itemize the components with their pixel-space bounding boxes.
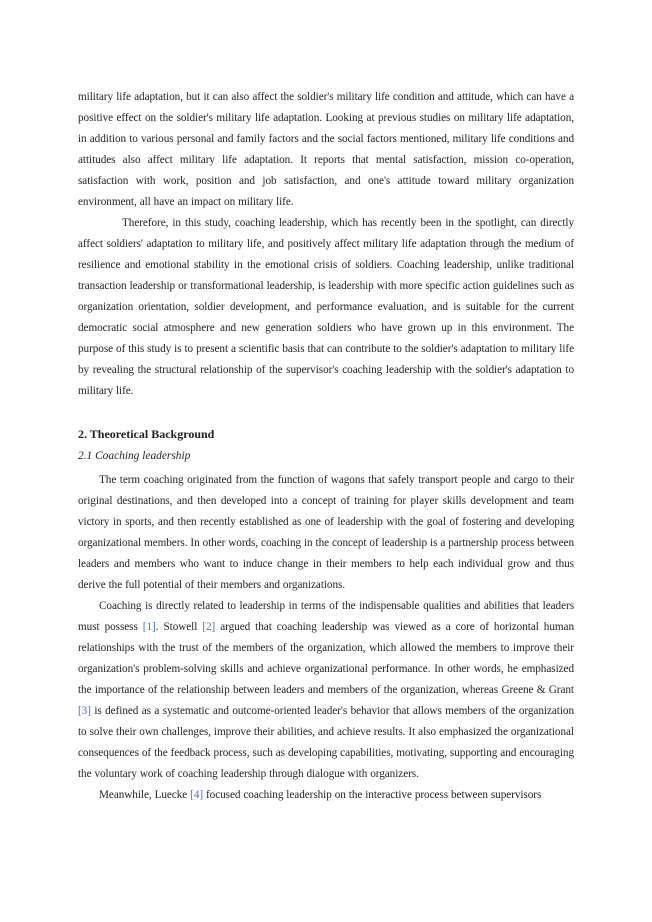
paragraph-therefore-study-purpose: Therefore, in this study, coaching leadership, which has recently been in the spotlight, can directly affect soldiers' adaptation to military life, and positively affect military life adaptation through the medium of resilience and emotional stability in the emotional crisis of soldiers. Coaching leadership, unlike traditional transaction leadership or transformational leadership, is leadership with more specific action guidelines such as organization orientation, soldier development, and performance evaluation, and is suitable for the current democratic social atmosphere and new generation soldiers who have grown up in this environment. The purpose of this study is to present a scientific basis that can contribute to the soldier's adaptation to military life by revealing the structural relationship of the supervisor's coaching leadership with the soldier's adaptation to military life. xyxy=(78,217,574,397)
subsection-heading-coaching-leadership: 2.1 Coaching leadership xyxy=(78,450,191,462)
paragraph-military-life-adaptation: military life adaptation, but it can also affect the soldier's military life condition and attitude, which can have a positive effect on the soldier's military life adaptation. Looking at previous studies on military life adaptation, in addition to various personal and family factors and the social factors mentioned, military life conditions and attitudes also affect military life adaptation. It reports that mental satisfaction, mission co-operation, satisfaction with work, position and job satisfaction, and one's attitude toward military organization environment, all have an impact on military life. xyxy=(78,91,574,208)
paragraph-luecke-interactive-process: Meanwhile, Luecke [4] focused coaching leadership on the interactive process between supervisors xyxy=(99,789,542,801)
citation-ref[interactable]: [1] xyxy=(142,621,156,633)
citation-ref[interactable]: [2] xyxy=(202,621,216,633)
paragraph-coaching-origin: The term coaching originated from the function of wagons that safely transport people and cargo to their original destinations, and then developed into a concept of training for player skills development and team victory in sports, and then recently established as one of leadership with the goal of fostering and developing organizational members. In other words, coaching in the concept of leadership is a partnership process between leaders and members who want to induce change in their members to help each individual grow and thus derive the full potential of their members and organizations. xyxy=(78,474,574,591)
paragraph-coaching-leadership-definitions: Coaching is directly related to leadership in terms of the indispensable qualities and abilities that leaders must possess [1]. Stowell [2] argued that coaching leadership was viewed as a core of horizontal human relationships with the trust of the members of the organization, which allowed the members to improve their organization's problem-solving skills and achieve organizational performance. In other words, he emphasized the importance of the relationship between leaders and members of the organization, whereas Greene & Grant [3] is defined as a systematic and outcome-oriented leader's behavior that allows members of the organization to solve their own challenges, improve their abilities, and achieve results. It also emphasized the organizational consequences of the feedback process, such as developing capabilities, motivating, supporting and encouraging the voluntary work of coaching leadership through dialogue with organizers. xyxy=(78,600,574,780)
section-heading-theoretical-background: 2. Theoretical Background xyxy=(78,427,215,441)
citation-ref[interactable]: [3] xyxy=(78,705,91,717)
page-content xyxy=(78,87,574,806)
citation-ref[interactable]: [4] xyxy=(190,789,204,801)
